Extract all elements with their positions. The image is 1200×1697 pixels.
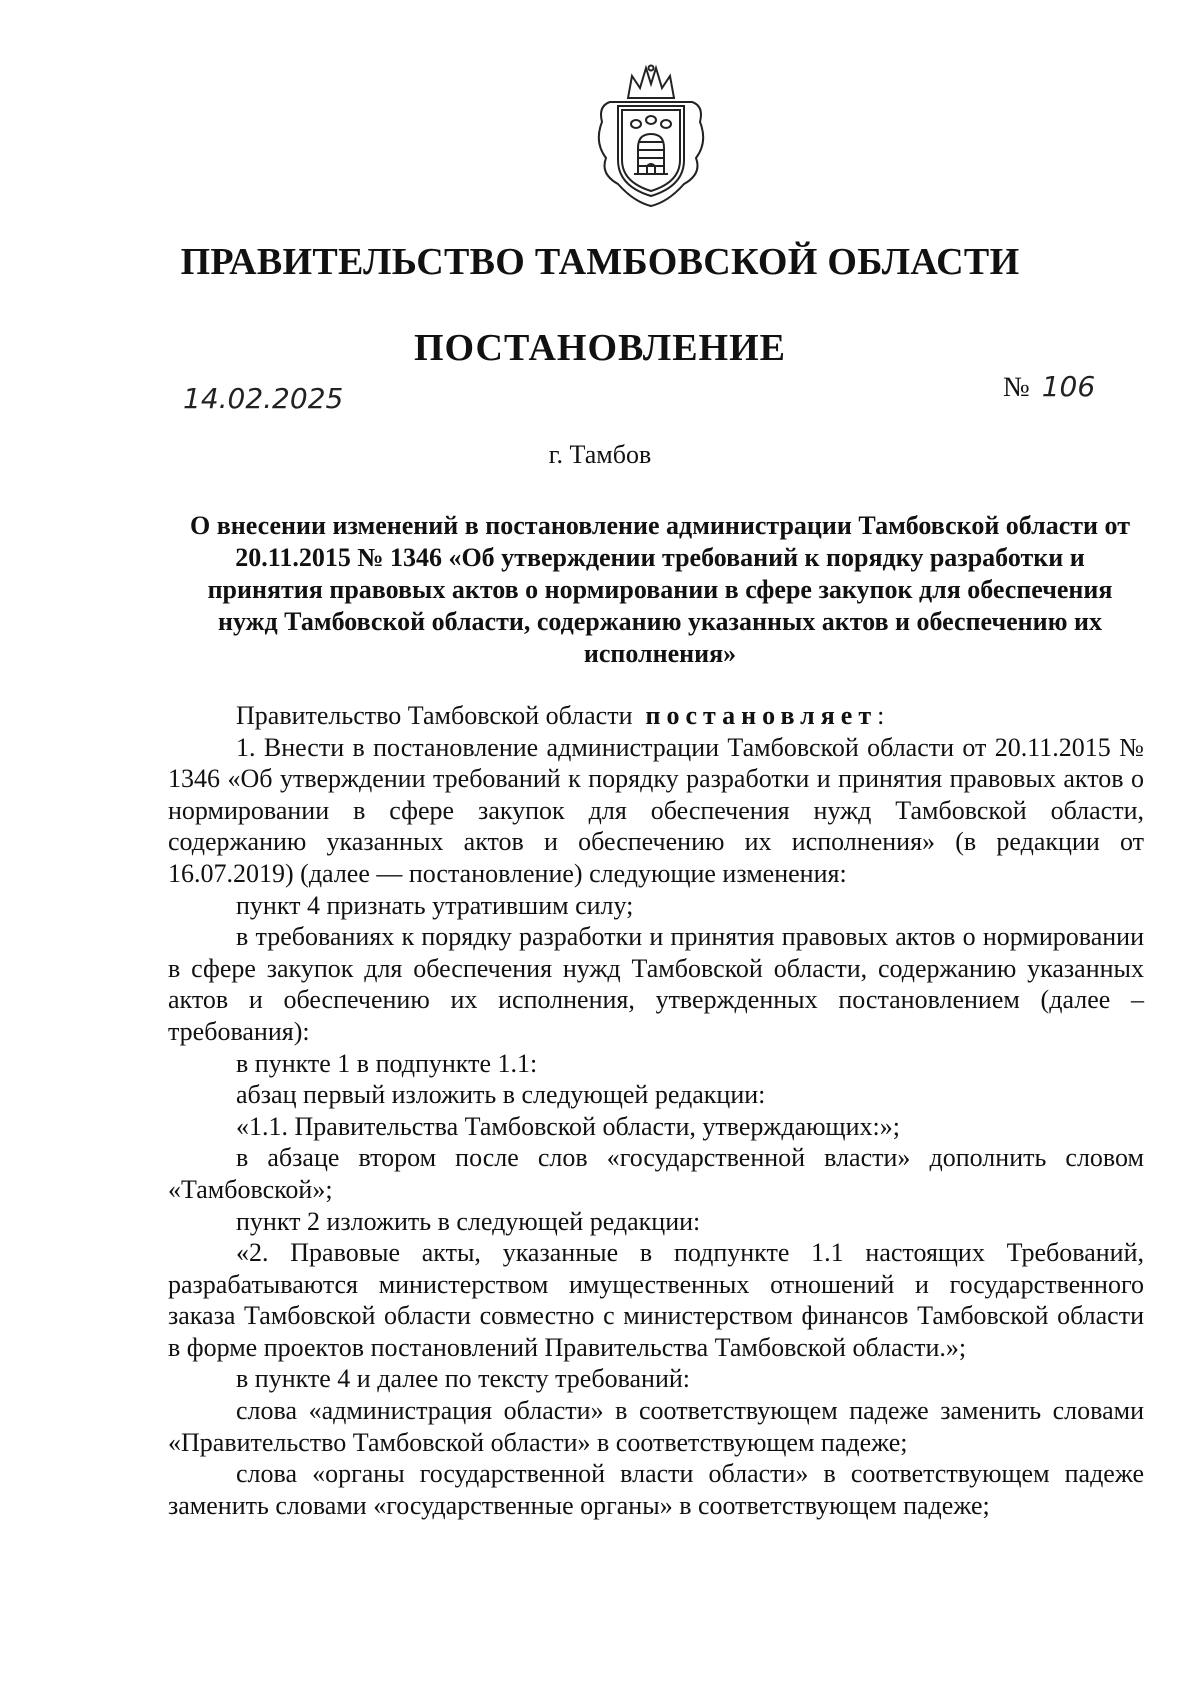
- paragraph: 1. Внести в постановление администрации Тамбовской области от 20.11.2015 № 1346 «Об утверждении требований к порядку разработки и принятия правовых актов о нормировании в сфере закупок для обеспечения нужд Тамбовской области, содержанию указанных актов и обеспечению их исполнения» (в редакции от 16.07.2019) (далее — постановление) следующие изменения:: [168, 732, 1144, 888]
- paragraph: слова «органы государственной власти области» в соответствующем падеже заменить словами «государственные органы» в соответствующем падеже;: [168, 1459, 1144, 1520]
- paragraph: в пункте 1 в подпункте 1.1:: [236, 1048, 538, 1078]
- document-heading: О внесении изменений в постановление администрации Тамбовской области от 20.11.2015 № 1346 «Об утверждении требований к порядку разработки и принятия правовых актов о нормировании в сфере закупок для обеспечения нужд Тамбовской области, содержанию указанных актов и обеспечению их исполнения»: [190, 511, 1130, 668]
- paragraph: абзац первый изложить в следующей редакции:: [236, 1080, 766, 1110]
- number-value: 106: [1041, 370, 1096, 403]
- intro-paragraph: [168, 700, 1144, 732]
- intro-colon: :: [877, 701, 885, 730]
- document-number: [1003, 370, 1095, 404]
- document-body: [168, 700, 1144, 1521]
- intro-emphasis: постановляет: [645, 701, 878, 730]
- paragraph: пункт 4 признать утратившим силу;: [236, 890, 634, 920]
- government-title: ПРАВИТЕЛЬСТВО ТАМБОВСКОЙ ОБЛАСТИ: [180, 241, 1020, 283]
- document-date: 14.02.2025: [183, 382, 344, 415]
- paragraph: слова «администрация области» в соответствующем падеже заменить словами «Правительство Тамбовской области» в соответствующем падеже;: [168, 1396, 1144, 1457]
- paragraph: «2. Правовые акты, указанные в подпункте 1.1 настоящих Требований, разрабатываются министерством имущественных отношений и государственного заказа Тамбовской области совместно с министерством финансов Тамбовской области в форме проектов постановлений Правительства Тамбовской области.»;: [168, 1238, 1144, 1362]
- paragraph: пункт 2 изложить в следующей редакции:: [236, 1206, 701, 1236]
- intro-text: Правительство Тамбовской области: [236, 701, 633, 730]
- paragraph: «1.1. Правительства Тамбовской области, утверждающих:»;: [236, 1111, 900, 1141]
- coat-of-arms-icon: [590, 62, 712, 208]
- paragraph: в пункте 4 и далее по тексту требований:: [236, 1364, 691, 1394]
- paragraph: в требованиях к порядку разработки и принятия правовых актов о нормировании в сфере закупок для обеспечения нужд Тамбовской области, содержанию указанных актов и обеспечению их исполнения, утвержденных постановлением (далее – требования):: [168, 922, 1144, 1046]
- document-type: ПОСТАНОВЛЕНИЕ: [413, 327, 787, 369]
- city-line: г. Тамбов: [548, 440, 652, 469]
- number-sign: №: [1003, 372, 1030, 403]
- paragraph: в абзаце втором после слов «государственной власти» дополнить словом «Тамбовской»;: [168, 1143, 1144, 1204]
